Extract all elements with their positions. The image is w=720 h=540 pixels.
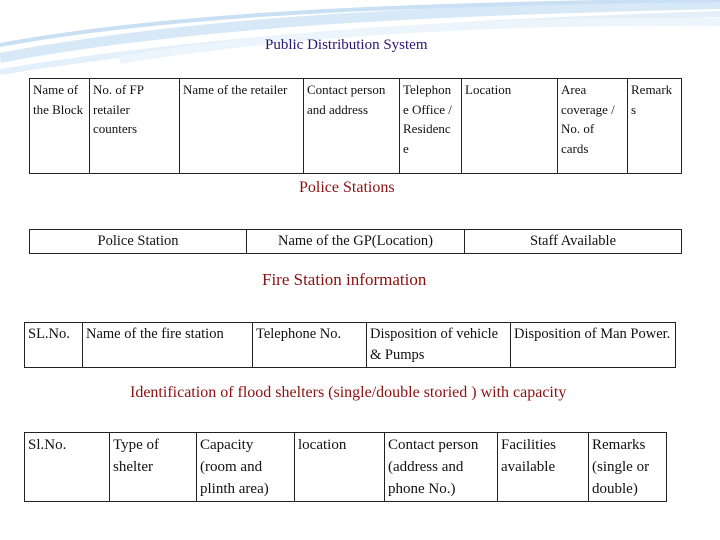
pds-header-cell: Name of the retailer — [180, 79, 304, 174]
pds-header-cell: Remark s — [628, 79, 682, 174]
flood-header-row — [25, 433, 667, 502]
police-table — [29, 229, 682, 254]
fire-title: Fire Station information — [262, 270, 427, 289]
fire-table — [24, 322, 676, 368]
fire-header-cell: SL.No. — [25, 323, 83, 368]
flood-header-cell: Contact person (address and phone No.) — [385, 433, 498, 502]
pds-header-cell: Contact person and address — [304, 79, 400, 174]
police-header-cell: Police Station — [30, 230, 247, 254]
fire-header-cell: Disposition of vehicle & Pumps — [367, 323, 511, 368]
flood-table — [24, 432, 667, 502]
pds-header-cell: Location — [462, 79, 558, 174]
police-header-cell: Staff Available — [465, 230, 682, 254]
flood-header-cell: Type of shelter — [110, 433, 197, 502]
pds-header-cell: Telephon e Office / Residenc e — [400, 79, 462, 174]
flood-header-cell: Sl.No. — [25, 433, 110, 502]
police-title: Police Stations — [299, 179, 395, 196]
pds-header-cell: Area coverage / No. of cards — [558, 79, 628, 174]
flood-header-cell: Facilities available — [498, 433, 589, 502]
flood-header-cell: Capacity (room and plinth area) — [197, 433, 295, 502]
pds-header-cell: Name of the Block — [30, 79, 90, 174]
flood-header-cell: Remarks (single or double) — [589, 433, 667, 502]
pds-title: Public Distribution System — [265, 37, 428, 53]
pds-header-row — [30, 79, 682, 174]
flood-title: Identification of flood shelters (single/double storied ) with capacity — [130, 384, 567, 401]
pds-header-cell: No. of FP retailer counters — [90, 79, 180, 174]
fire-header-cell: Disposition of Man Power. — [511, 323, 676, 368]
fire-header-row — [25, 323, 676, 368]
fire-header-cell: Name of the fire station — [83, 323, 253, 368]
police-header-cell: Name of the GP(Location) — [247, 230, 465, 254]
police-header-row — [30, 230, 682, 254]
flood-header-cell: location — [295, 433, 385, 502]
fire-header-cell: Telephone No. — [253, 323, 367, 368]
pds-table — [29, 78, 682, 174]
